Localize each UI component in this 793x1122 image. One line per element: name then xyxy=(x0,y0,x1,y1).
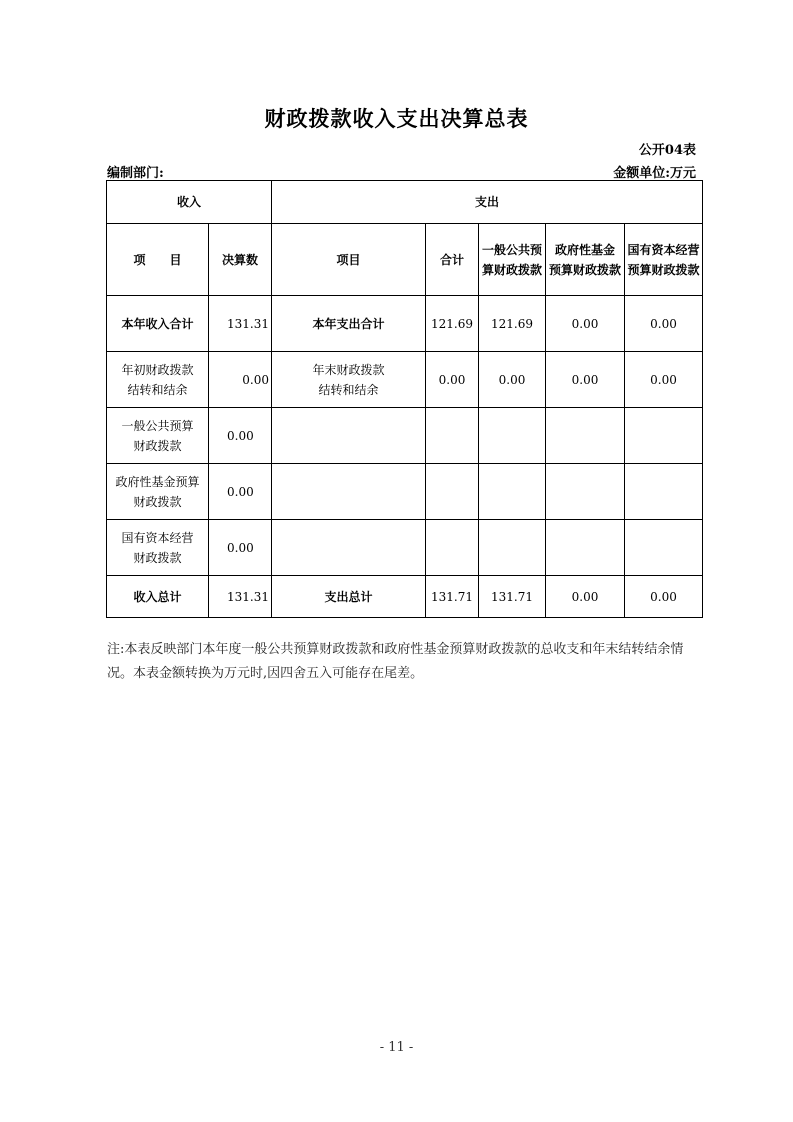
row-income-value: 0.00 xyxy=(209,520,272,576)
row-state-capital: 0.00 xyxy=(625,296,703,352)
col-header-state-capital xyxy=(625,224,703,296)
row-general: 121.69 xyxy=(479,296,546,352)
table-row xyxy=(107,464,703,520)
empty-cell xyxy=(625,408,703,464)
empty-cell xyxy=(426,408,479,464)
empty-cell xyxy=(272,464,426,520)
row-income-label xyxy=(107,464,209,520)
row-income-label xyxy=(107,352,209,408)
empty-cell xyxy=(479,520,546,576)
income-group-header: 收入 xyxy=(107,181,272,224)
row-expense-label: 本年支出合计 xyxy=(272,296,426,352)
row-gov-fund: 0.00 xyxy=(546,576,625,618)
row-income-label xyxy=(107,520,209,576)
row-state-capital: 0.00 xyxy=(625,352,703,408)
row-expense-label-line2: 结转和结余 xyxy=(318,382,379,397)
empty-cell xyxy=(426,464,479,520)
col-header-item: 项 目 xyxy=(107,224,209,296)
row-income-label: 本年收入合计 xyxy=(107,296,209,352)
empty-cell xyxy=(426,520,479,576)
group-header-row xyxy=(107,181,703,224)
col-header-gov-fund-line1: 政府性基金 xyxy=(555,242,616,257)
row-income-label-line1: 一般公共预算 xyxy=(121,418,194,433)
row-income-label-line1: 国有资本经营 xyxy=(121,530,194,545)
row-income-value: 0.00 xyxy=(209,464,272,520)
appropriation-summary-table xyxy=(106,180,703,618)
row-total: 131.71 xyxy=(426,576,479,618)
row-income-label xyxy=(107,408,209,464)
empty-cell xyxy=(272,520,426,576)
row-state-capital: 0.00 xyxy=(625,576,703,618)
page-number: - 11 - xyxy=(379,1040,414,1055)
row-income-value: 131.31 xyxy=(209,296,272,352)
row-income-value: 0.00 xyxy=(209,352,272,408)
row-gov-fund: 0.00 xyxy=(546,352,625,408)
table-row xyxy=(107,576,703,618)
row-income-value: 0.00 xyxy=(209,408,272,464)
expense-group-header: 支出 xyxy=(272,181,703,224)
empty-cell xyxy=(546,520,625,576)
empty-cell xyxy=(625,464,703,520)
row-income-label-line2: 财政拨款 xyxy=(133,438,182,453)
row-expense-label xyxy=(272,352,426,408)
empty-cell xyxy=(479,408,546,464)
row-income-label-line2: 财政拨款 xyxy=(133,550,182,565)
col-header-general xyxy=(479,224,546,296)
empty-cell xyxy=(546,464,625,520)
row-total: 0.00 xyxy=(426,352,479,408)
col-header-general-line2: 算财政拨款 xyxy=(482,262,543,277)
col-header-state-capital-line1: 国有资本经营 xyxy=(627,242,700,257)
col-header-gov-fund-line2: 预算财政拨款 xyxy=(549,262,622,277)
row-income-label-line1: 政府性基金预算 xyxy=(115,474,200,489)
row-income-label: 收入总计 xyxy=(107,576,209,618)
dept-label: 编制部门: xyxy=(107,166,164,181)
table-row xyxy=(107,520,703,576)
unit-label: 金额单位:万元 xyxy=(613,166,696,181)
empty-cell xyxy=(272,408,426,464)
table-note: 注:本表反映部门本年度一般公共预算财政拨款和政府性基金预算财政拨款的总收支和年末结转结余情况。本表金额转换为万元时,因四舍五入可能存在尾差。 xyxy=(107,642,684,681)
col-header-amount: 决算数 xyxy=(209,224,272,296)
row-income-label-line2: 财政拨款 xyxy=(133,494,182,509)
row-income-label-line2: 结转和结余 xyxy=(127,382,188,397)
table-row xyxy=(107,352,703,408)
empty-cell xyxy=(625,520,703,576)
row-general: 0.00 xyxy=(479,352,546,408)
row-total: 121.69 xyxy=(426,296,479,352)
form-number: 公开04表 xyxy=(638,143,696,158)
col-header-gov-fund xyxy=(546,224,625,296)
empty-cell xyxy=(546,408,625,464)
empty-cell xyxy=(479,464,546,520)
row-gov-fund: 0.00 xyxy=(546,296,625,352)
col-header-general-line1: 一般公共预 xyxy=(482,242,543,257)
col-header-state-capital-line2: 预算财政拨款 xyxy=(627,262,700,277)
row-general: 131.71 xyxy=(479,576,546,618)
col-header-total: 合计 xyxy=(426,224,479,296)
page-title: 财政拨款收入支出决算总表 xyxy=(264,106,529,131)
row-income-label-line1: 年初财政拨款 xyxy=(121,362,194,377)
column-header-row xyxy=(107,224,703,296)
row-expense-label: 支出总计 xyxy=(272,576,426,618)
row-expense-label-line1: 年末财政拨款 xyxy=(312,362,385,377)
col-header-exp-item: 项目 xyxy=(272,224,426,296)
table-row xyxy=(107,296,703,352)
row-income-value: 131.31 xyxy=(209,576,272,618)
table-row xyxy=(107,408,703,464)
